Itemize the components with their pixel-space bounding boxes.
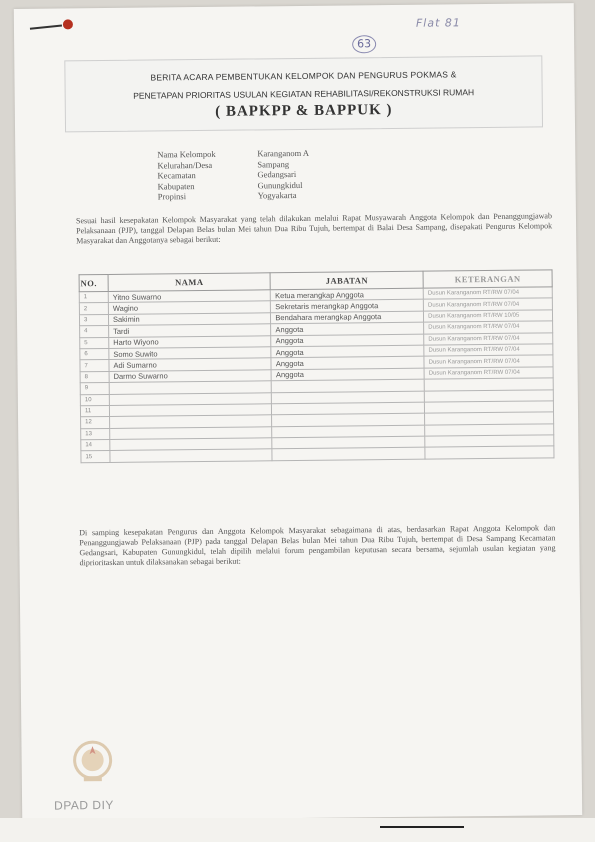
document-page [14,3,582,821]
members-table-body [79,287,554,463]
title-line-2: PENETAPAN PRIORITAS USULAN KEGIATAN REHABILITASI/REKONSTRUKSI RUMAH [133,87,475,101]
info-value: Yogyakarta [257,190,297,201]
cell-no: 2 [79,303,108,315]
cell-keterangan: Dusun Karanganom RT/RW 07/04 [424,355,553,368]
cell-nama: Harto Wiyono [109,335,272,348]
info-label: Kecamatan [157,170,196,181]
header-keterangan: KETERANGAN [423,270,552,288]
cell-jabatan: Anggota [271,357,424,370]
cell-keterangan [425,446,554,459]
cell-keterangan: Dusun Karanganom RT/RW 07/04 [424,321,553,334]
bottom-line [380,826,464,828]
cell-no: 8 [80,371,109,383]
cell-jabatan: Anggota [271,345,424,358]
pin-icon [28,18,78,33]
cell-nama [110,449,273,462]
cell-no: 10 [80,394,109,406]
cell-no: 11 [80,405,109,417]
dpad-seal-logo [71,736,114,786]
group-info [157,148,309,202]
info-value: Karanganom A [257,147,310,159]
cell-jabatan: Anggota [271,368,424,381]
cell-jabatan: Anggota [271,334,424,347]
header-nama: NAMA [108,273,271,292]
cell-jabatan [272,448,425,461]
cell-keterangan: Dusun Karanganom RT/RW 07/04 [423,298,552,311]
cell-nama: Adi Sumarno [109,358,272,371]
info-row [158,190,310,202]
cell-nama: Wagino [108,301,271,314]
cell-nama: Darmo Suwarno [109,370,272,383]
cell-no: 1 [79,291,108,303]
info-label: Nama Kelompok [157,148,216,160]
cell-no: 7 [80,360,109,372]
watermark-text: DPAD DIY [54,797,114,813]
cell-jabatan: Anggota [271,322,424,335]
cell-no: 6 [80,348,109,360]
cell-keterangan: Dusun Karanganom RT/RW 07/04 [423,287,552,300]
info-label: Propinsi [157,191,187,202]
info-value: Sampang [257,158,290,169]
header-no: NO. [79,274,108,291]
closing-paragraph: Di samping kesepakatan Pengurus dan Anggota Kelompok Masyarakat sebagaimana di atas, berdasarkan Rapat Anggota Kelompok dan Penanggungjawab Pelaksanaan (PJP) pada tanggal Delapan Belas bulan Mei tahun Dua Ribu Tujuh, bertempat di Desa Sampang Kecamatan Gedangsari, Kabupaten Gunungkidul, telah dipilih melalui forum pengambilan keputusan secara bersama, sejumlah usulan kegiatan yang diprioritaskan untuk dilaksanakan sebagai berikut: [79,523,556,568]
cell-keterangan: Dusun Karanganom RT/RW 07/04 [424,332,553,345]
cell-keterangan: Dusun Karanganom RT/RW 07/04 [424,367,553,380]
cell-no: 13 [81,428,110,440]
cell-nama: Somo Suwito [109,347,272,360]
bottom-strip [0,818,595,842]
cell-jabatan: Sekretaris merangkap Anggota [271,300,424,313]
info-label: Kelurahan/Desa [157,159,213,170]
cell-no: 9 [80,383,109,395]
cell-no: 12 [81,417,110,429]
cell-keterangan: Dusun Karanganom RT/RW 10/05 [424,310,553,323]
info-label: Kabupaten [157,180,195,191]
cell-nama: Sakimin [108,313,271,326]
cell-jabatan: Bendahara merangkap Anggota [271,311,424,324]
cell-jabatan: Ketua merangkap Anggota [271,288,424,301]
cell-nama: Tardi [109,324,272,337]
cell-no: 15 [81,451,110,463]
cell-no: 3 [79,314,108,326]
cell-nama: Yitno Suwarno [108,290,271,303]
cell-keterangan: Dusun Karanganom RT/RW 07/04 [424,344,553,357]
intro-paragraph: Sesuai hasil kesepakatan Kelompok Masyarakat yang telah dilakukan melalui Rapat Musyawarah Anggota Kelompok dan Penanggungjawab Pelaksanaan (PJP), tanggal Delapan Belas bulan Mei tahun Dua Ribu Tujuh, bertempat di Balai Desa Sampang, disepakati Pengurus Kelompok Masyarakat dan Anggotanya sebagai berikut: [75,211,553,246]
page-stamp-number: 63 [352,35,376,53]
cell-no: 5 [80,337,109,349]
title-line-1: BERITA ACARA PEMBENTUKAN KELOMPOK DAN PENGURUS POKMAS & [150,69,457,83]
members-table [79,269,555,463]
header-jabatan: JABATAN [270,271,423,290]
handwritten-note: Flat 81 [415,16,461,30]
cell-no: 4 [80,326,109,338]
info-value: Gedangsari [257,169,297,180]
info-value: Gunungkidul [257,179,303,190]
title-line-3: ( BAPKPP & BAPPUK ) [215,101,393,120]
cell-no: 14 [81,440,110,452]
title-box [64,55,543,132]
